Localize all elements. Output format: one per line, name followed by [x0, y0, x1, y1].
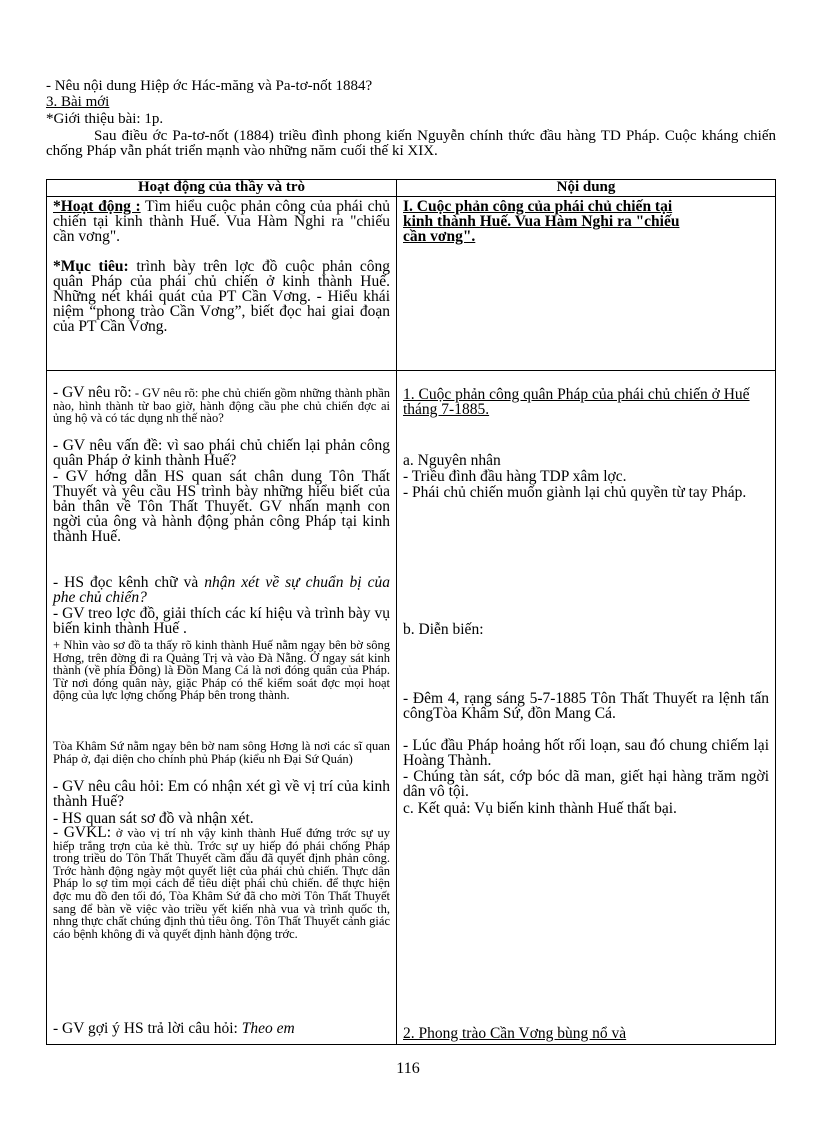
event-item-2: - Lúc đầu Pháp hoảng hốt rối loạn, sau đó chung chiếm lại Hoàng Thành. [403, 737, 769, 769]
paragraph-1: - GV nêu rõ: - GV nêu rõ: phe chủ chiến gồm những thành phần nào, hình thành từ bao giờ, hành động cầu phe chủ chiến đợc ai ủng hộ và có tác dụng nh thế nào? [53, 384, 390, 426]
paragraph-2: - GV nêu vấn đề: vì sao phái chủ chiến lại phản công quân Pháp ở kinh thành Huế? [53, 437, 390, 469]
col-header-content: Nội dung [397, 180, 776, 197]
activity-text: Tìm hiểu cuộc phản công của phái chủ chiến tại kinh thành Huế. Vua Hàm Nghi ra "chiếu cần vơng". [53, 198, 390, 245]
row-divider [47, 370, 397, 371]
intro-paragraph: Sau điều ớc Pa-tơ-nốt (1884) triều đình phong kiến Nguyễn chính thức đầu hàng TD Pháp. Cuộc kháng chiến chống Pháp vẫn phát triển mạnh vào những năm cuối thế kỉ XIX. [46, 128, 776, 159]
content-heading-1: I. Cuộc phản công của phái chủ chiến tại kinh thành Huế. Vua Hàm Nghi ra "chiếu cần vơng". [403, 198, 680, 245]
activity-label: *Hoạt động : [53, 198, 141, 215]
section-heading: 3. Bài mới [46, 94, 110, 110]
event-item-3: - Chúng tàn sát, cớp bóc dã man, giết hại hàng trăm ngời dân vô tội. [403, 768, 769, 800]
paragraph-3: - GV hớng dẫn HS quan sát chân dung Tôn Thất Thuyết và yêu cầu HS trình bày những hiểu biết của bản thân về Tôn Thất Thuyết. GV nhấn mạnh con ngời của ông và hành động phản công Pháp tại kinh thành Huế. [53, 468, 390, 545]
paragraph-11-italic: Theo em [241, 1020, 295, 1037]
paragraph-4-text: - HS đọc kênh chữ và [53, 574, 205, 591]
paragraph-5: - GV treo lợc đồ, giải thích các kí hiệu và trình bày vụ biến kinh thành Huế . [53, 605, 390, 637]
paragraph-10 [53, 824, 390, 941]
paragraph-4 [53, 575, 390, 605]
goal-block [53, 259, 390, 334]
goal-label: *Mục tiêu: [53, 258, 129, 275]
cause-item-2: - Phái chủ chiến muốn giành lại chủ quyền từ tay Pháp. [403, 484, 747, 501]
paragraph-4-italic: nhận xét về sự chuẩn bị của phe chủ chiến? [53, 574, 390, 606]
goal-text: trình bày trên lợc đồ cuộc phản công quân Pháp của phái chủ chiến ở kinh thành Huế. Những nét khái quát của PT Cần Vơng. - Hiểu khái niệm “phong trào Cần Vơng”, biết đọc hai giai đoạn của PT Cần Vơng. [53, 258, 391, 335]
activity-block [53, 199, 390, 244]
conclusion-text: ở vào vị trí nh vậy kinh thành Huế đứng trớc sự uy hiếp trắng trợn của kẻ thù. Trớc sự uy hiếp đó phái chống Pháp trong triều do Tôn Thất Thuyết cầm đầu đã quyết định phản công. Trớc hành động ngày một quyết liệt của phái chủ chiến. Thực dân Pháp lo sợ tìm mọi cách để tiêu diệt phái chủ chiến. để thực hiện đợc mu đồ đen tối đó, Tòa Khâm Sứ đã cho mời Tôn Thất Thuyết sang để bàn về việc vào triều yết kiến nhà vua và trình quốc th, nhng thực chất chúng định thủ tiêu ông. Tôn Thất Thuyết cảnh giác cáo bệnh không đi và quyết định hành động trớc. [53, 826, 390, 941]
page-number: 116 [396, 1060, 420, 1077]
lesson-table [46, 179, 776, 1045]
content-heading-3: 2. Phong trào Cần Vơng bùng nổ và [403, 1025, 627, 1042]
row-divider-right [397, 370, 776, 371]
result-item: c. Kết quả: Vụ biến kinh thành Huế thất bại. [403, 800, 677, 817]
paragraph-9: - HS quan sát sơ đồ và nhận xét. [53, 810, 254, 827]
paragraph-11-text: - GV gợi ý HS trả lời câu hỏi: [53, 1020, 242, 1037]
content-heading-2: 1. Cuộc phản công quân Pháp của phái chủ chiến ở Huế tháng 7-1885. [403, 386, 750, 418]
event-item-1: - Đêm 4, rạng sáng 5-7-1885 Tôn Thất Thuyết ra lệnh tấn côngTòa Khâm Sứ, đồn Mang Cá. [403, 690, 769, 722]
events-title: b. Diễn biến: [403, 621, 484, 638]
col-header-activities: Hoạt động của thầy và trò [47, 180, 397, 197]
paragraph-11 [53, 1021, 390, 1036]
paragraph-1-text: - GV nêu rõ: phe chủ chiến gồm những thành phần nào, hình thành từ bao giờ, hành động cầu phe chủ chiến đợc ai ủng hộ và có tác dụng nh thế nào? [53, 386, 390, 426]
paragraph-6: + Nhìn vào sơ đồ ta thấy rõ kinh thành Huế nằm ngay bên bờ sông Hơng, trên đờng đi ra Quảng Trị và vào Đà Nẵng. Ở ngay sát kinh thành (về phía Đông) là Đồn Mang Cá là nơi đóng quân của Pháp. Từ nơi đóng quân này, giặc Pháp có thể kiểm soát đợc mọi hoạt động của lực lợng chống Pháp bên trong thành. [53, 638, 390, 703]
right-column-cell [397, 197, 776, 1045]
cause-title: a. Nguyên nhân [403, 452, 501, 469]
conclusion-label: - GVKL: [53, 824, 112, 841]
intro-label: *Giới thiệu bài: 1p. [46, 111, 164, 127]
paragraph-8: - GV nêu câu hỏi: Em có nhận xét gì về vị trí của kinh thành Huế? [53, 778, 390, 810]
left-column-cell [47, 197, 397, 1045]
cause-item-1: - Triều đình đầu hàng TDP xâm lợc. [403, 468, 627, 485]
paragraph-7: Tòa Khâm Sứ nằm ngay bên bờ nam sông Hơng là nơi các sĩ quan Pháp ở, đại diện cho chính phủ Pháp (kiểu nh Đại Sứ Quán) [53, 739, 390, 766]
question-line: - Nêu nội dung Hiệp ớc Hác-măng và Pa-tơ-nốt 1884? [46, 78, 373, 94]
